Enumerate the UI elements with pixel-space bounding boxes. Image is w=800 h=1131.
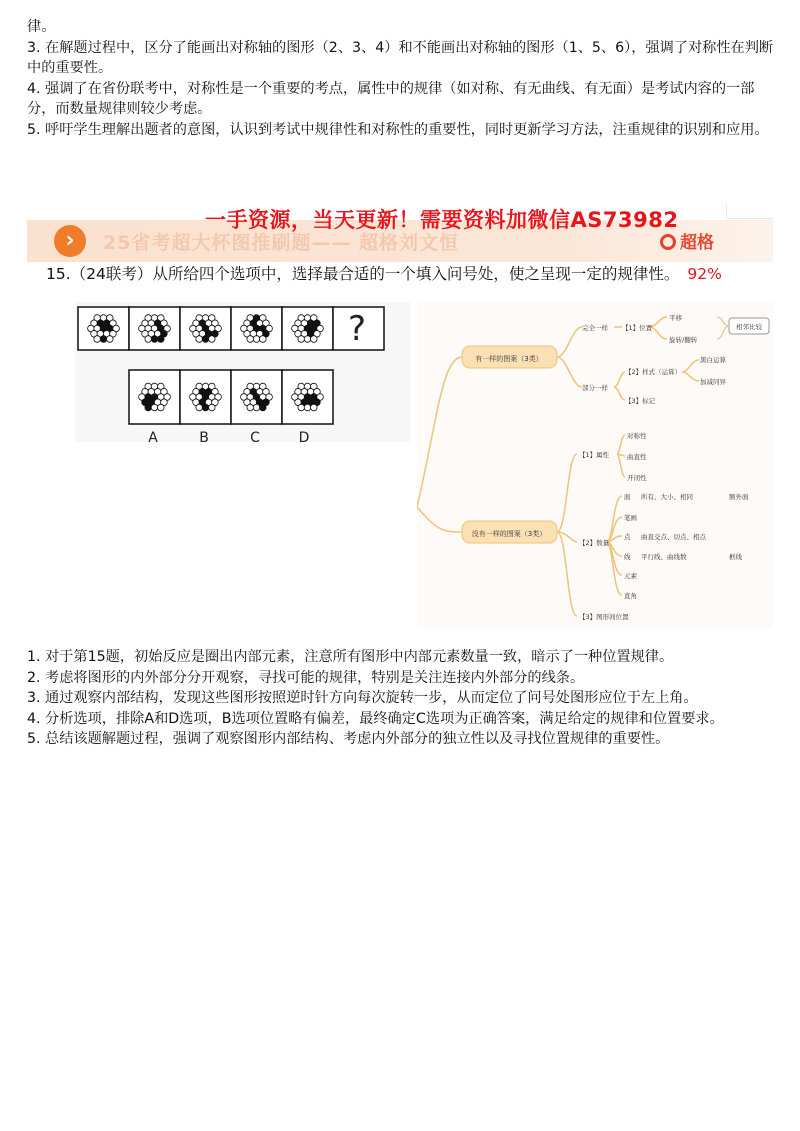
sequence-tile — [282, 307, 333, 350]
puzzle-sequence-row — [78, 307, 384, 350]
note-line: 5. 呼吁学生理解出题者的意图，认识到考试中规律性和对称性的重要性，同时更新学习方法，注重规律的识别和应用。 — [27, 121, 769, 138]
note-line: 3. 在解题过程中，区分了能画出对称轴的图形（2、3、4）和不能画出对称轴的图形（1、5、6），强调了对称性在判断中的重要性。 — [27, 39, 774, 76]
option-label-b: B — [199, 430, 209, 442]
note-line: 1. 对于第15题，初始反应是圈出内部元素，注意所有图形中内部元素数量一致，暗示了一种位置规律。 — [27, 649, 674, 665]
brand-icon — [660, 234, 676, 250]
brand-name: 超格 — [680, 233, 714, 253]
mm-same-part-style: 【2】样式（运算） — [625, 368, 682, 376]
puzzle-figure — [75, 302, 410, 442]
option-tile — [282, 370, 333, 424]
mm-pos-translate: 平移 — [669, 314, 682, 322]
mm-attr-open: 开闭性 — [627, 474, 647, 482]
mm-same-part: 部分一样 — [582, 384, 608, 392]
mm-face-detail: 所有、大小、相同 — [641, 493, 693, 501]
sequence-tile — [231, 307, 282, 350]
mm-attr: 【1】属性 — [579, 451, 610, 459]
sequence-tile — [180, 307, 231, 350]
mm-line-end: 框线 — [729, 553, 742, 561]
mm-attr-curve: 曲直性 — [627, 453, 647, 461]
option-label-a: A — [148, 430, 158, 442]
mind-map — [417, 302, 773, 628]
mm-style-bw: 黑白运算 — [700, 356, 726, 364]
window-edge — [726, 204, 773, 219]
note-line: 5. 总结该题解题过程，强调了观察图形内部结构、考虑内外部分的独立性以及寻找位置规律的重要性。 — [27, 731, 670, 747]
banner-overlay-text: 一手资源，当天更新！需要资料加微信AS73982 — [205, 208, 679, 232]
mm-style-add: 加减同异 — [700, 378, 726, 386]
mm-pos-rotate: 旋转/翻转 — [669, 336, 698, 344]
top-notes — [27, 17, 775, 140]
mm-count-angle: 直角 — [624, 592, 637, 600]
option-label-c: C — [250, 430, 260, 442]
sequence-tile — [129, 307, 180, 350]
question-stem: 15.（24联考）从所给四个选项中，选择最合适的一个填入问号处，使之呈现一定的规律性。 — [46, 265, 680, 283]
mm-branch-same: 有一样的图案（3类） — [475, 355, 543, 363]
mm-point-detail: 曲直交点、切点、相点 — [641, 533, 706, 541]
accuracy-rate: 92% — [687, 265, 722, 283]
mm-count-stroke: 笔画 — [624, 514, 637, 522]
mm-same-part-mark: 【3】标记 — [625, 397, 656, 405]
sequence-tile — [78, 307, 129, 350]
question-text — [46, 262, 722, 284]
mm-compare-label: 相邻比较 — [736, 323, 762, 331]
banner-title: 25省考超大杯图推刷题—— 超格刘文恒 — [103, 232, 460, 254]
mm-count-line: 线 — [624, 553, 631, 561]
mm-count: 【2】数量 — [579, 539, 610, 547]
option-tile — [129, 370, 180, 424]
note-line: 4. 强调了在省份联考中，对称性是一个重要的考点，属性中的规律（如对称、有无曲线、有无面）是考试内容的一部分，而数量规律则较少考虑。 — [27, 80, 755, 117]
note-line: 2. 考虑将图形的内外部分分开观察，寻找可能的规律，特别是关注连接内外部分的线条。 — [27, 669, 585, 686]
mm-count-face: 面 — [624, 493, 631, 501]
mm-same-full-position: 【1】位置 — [622, 324, 653, 332]
mm-attr-sym: 对称性 — [627, 432, 647, 440]
mm-count-point: 点 — [624, 533, 631, 541]
option-label-d: D — [298, 430, 310, 442]
question-mark: ? — [347, 309, 367, 349]
note-line: 3. 通过观察内部结构，发现这些图形按照逆时针方向每次旋转一步，从而定位了问号处图形应位于左上角。 — [27, 690, 698, 706]
mm-relation: 【3】图形间位置 — [579, 613, 629, 621]
brand-logo — [660, 228, 714, 253]
chevron-right-icon: › — [54, 225, 86, 257]
puzzle-options-row — [129, 370, 333, 424]
option-tile — [180, 370, 231, 424]
mm-face-end: 额外面 — [729, 493, 749, 501]
mm-same-full: 完全一样 — [582, 324, 608, 332]
mm-line-detail: 平行线、曲线数 — [641, 553, 687, 561]
mm-branch-none: 没有一样的图案（3类） — [471, 530, 547, 538]
bottom-notes — [27, 647, 775, 750]
note-line: 律。 — [27, 19, 56, 35]
mm-count-elem: 元素 — [624, 572, 637, 580]
option-tile — [231, 370, 282, 424]
note-line: 4. 分析选项，排除A和D选项，B选项位置略有偏差，最终确定C选项为正确答案，满足给定的规律和位置要求。 — [27, 710, 724, 727]
lecture-screenshot — [27, 204, 773, 628]
